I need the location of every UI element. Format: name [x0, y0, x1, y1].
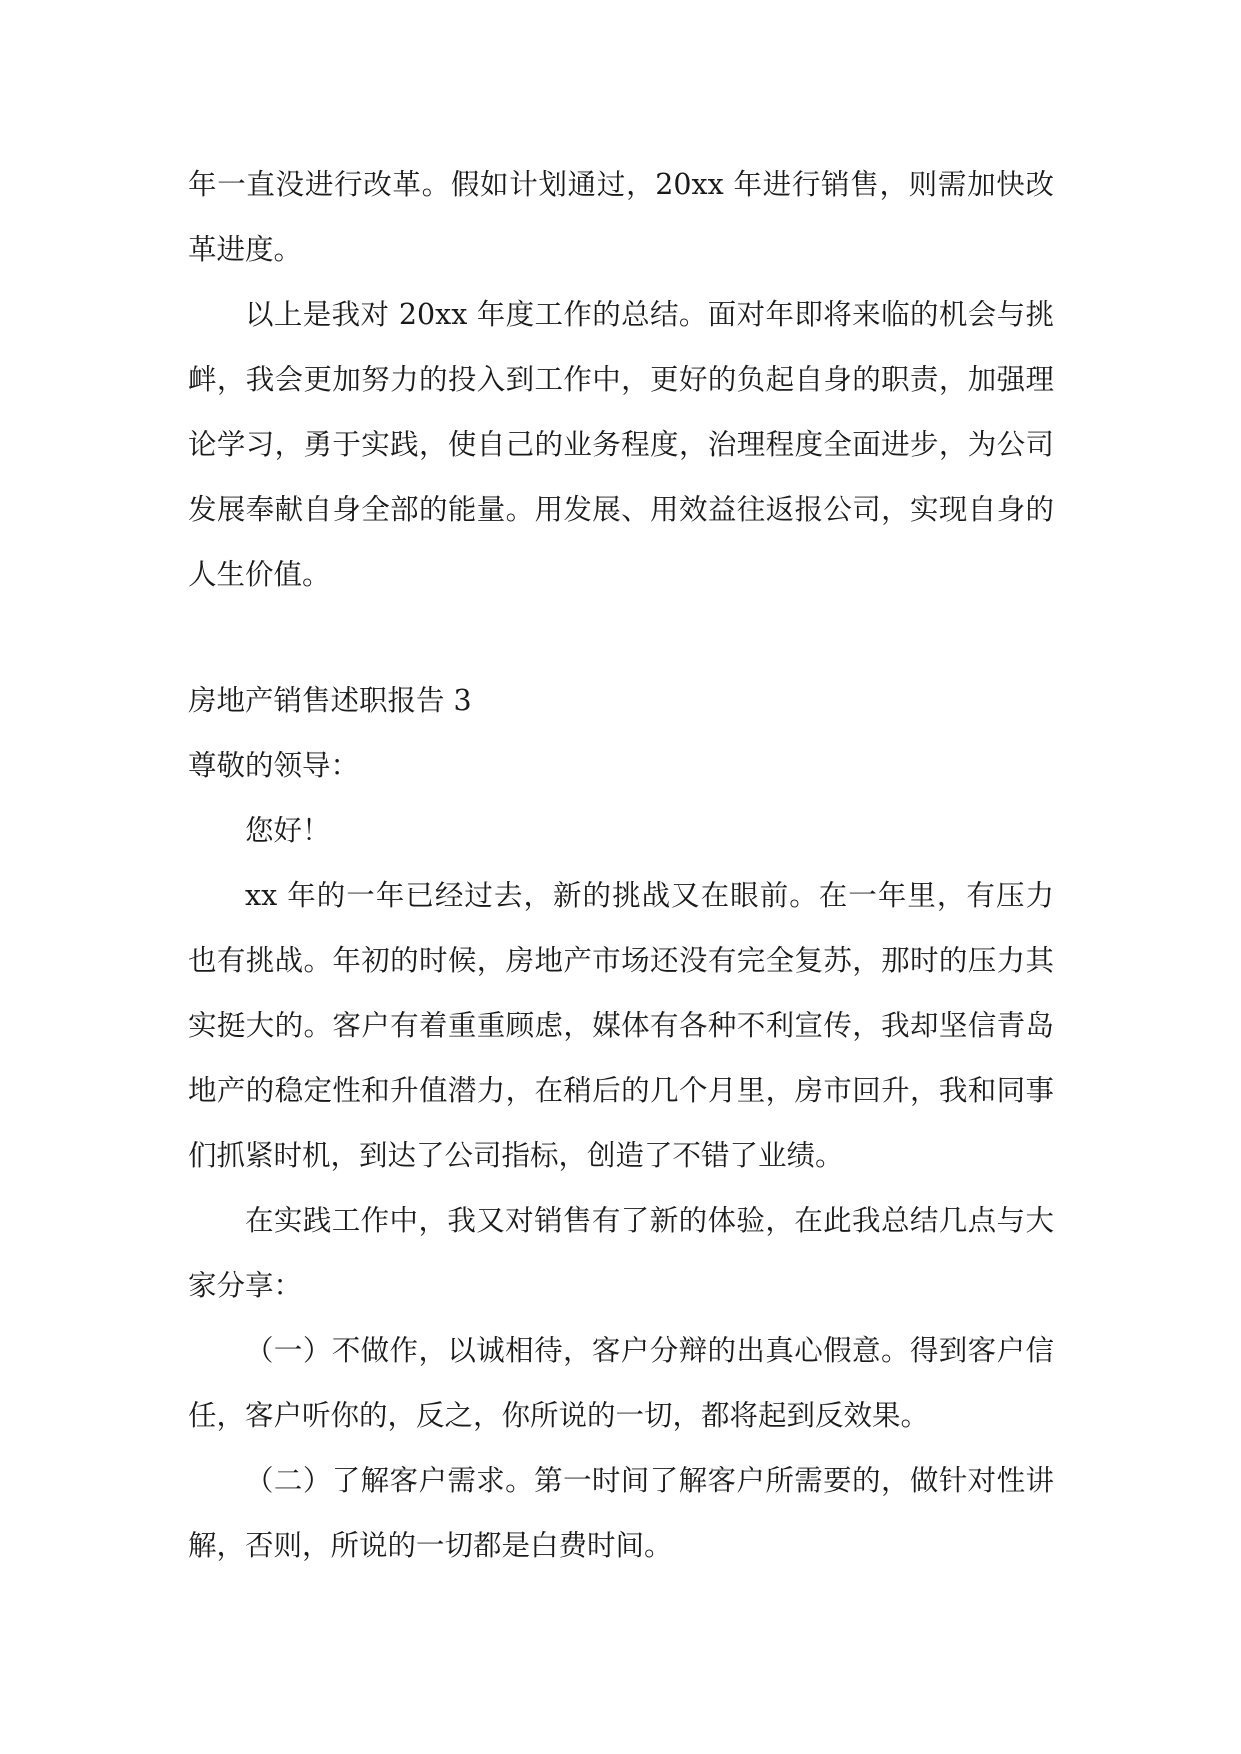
document-body	[188, 152, 1054, 1578]
section-title: 房地产销售述职报告 3	[188, 684, 472, 717]
list-item-2: （二）了解客户需求。第一时间了解客户所需要的，做针对性讲解，否则，所说的一切都是白费时间。	[188, 1464, 1054, 1562]
list-item-1: （一）不做作，以诚相待，客户分辩的出真心假意。得到客户信任，客户听你的，反之，你所说的一切，都将起到反效果。	[188, 1334, 1054, 1432]
paragraph-experience-intro: 在实践工作中，我又对销售有了新的体验，在此我总结几点与大家分享：	[188, 1204, 1054, 1302]
paragraph-continuation: 年一直没进行改革。假如计划通过，20xx 年进行销售，则需加快改革进度。	[188, 168, 1054, 266]
paragraph-year-review: xx 年的一年已经过去，新的挑战又在眼前。在一年里，有压力也有挑战。年初的时候，房地产市场还没有完全复苏，那时的压力其实挺大的。客户有着重重顾虑，媒体有各种不利宣传，我却坚信青岛地产的稳定性和升值潜力，在稍后的几个月里，房市回升，我和同事们抓紧时机，到达了公司指标，创造了不错了业绩。	[188, 879, 1054, 1172]
greeting: 您好！	[245, 814, 331, 847]
paragraph-summary: 以上是我对 20xx 年度工作的总结。面对年即将来临的机会与挑衅，我会更加努力的投入到工作中，更好的负起自身的职责，加强理论学习，勇于实践，使自己的业务程度，治理程度全面进步，为公司发展奉献自身全部的能量。用发展、用效益往返报公司，实现自身的人生价值。	[188, 298, 1054, 591]
salutation: 尊敬的领导：	[188, 749, 360, 782]
